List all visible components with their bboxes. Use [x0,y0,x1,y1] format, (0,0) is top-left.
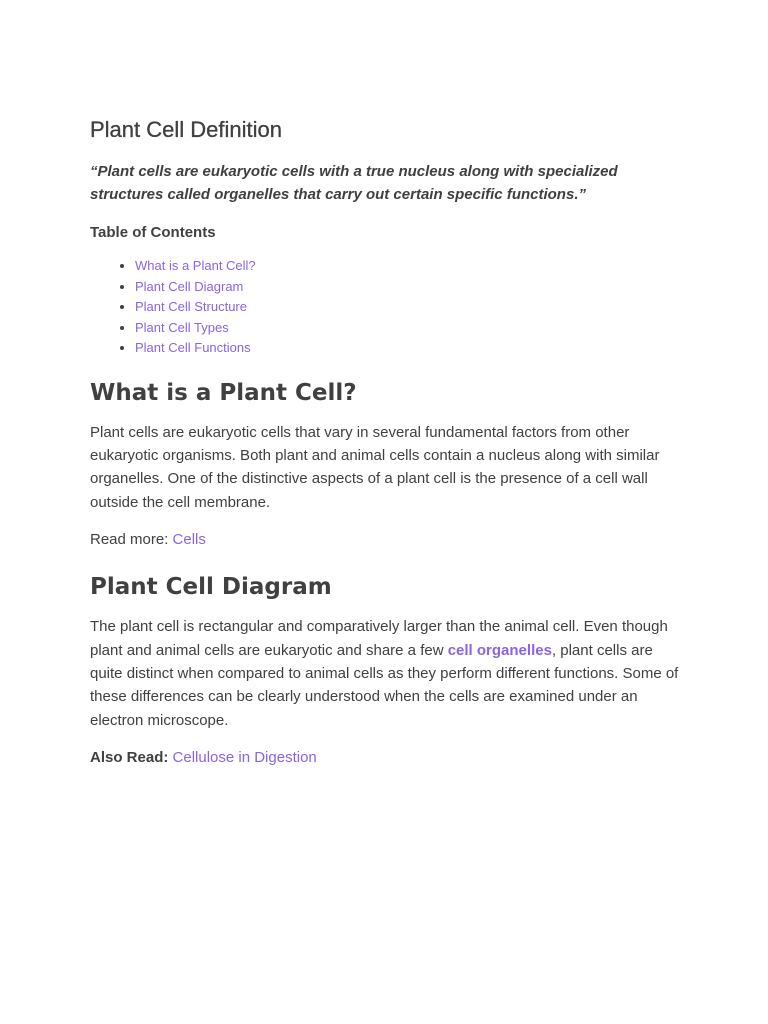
definition-quote: “Plant cells are eukaryotic cells with a true nucleus along with specialized structures called organelles that carry out certain specific functions.” [90,163,618,203]
diagram-paragraph-text-2: , plant cells are quite distinct when compared to animal cells as they perform different functions. Some of these differences can be clearly understood when the cells are examined under an electron microscope. [90,641,679,729]
cell-organelles-link[interactable]: cell organelles [447,641,552,659]
toc-link-structure[interactable]: Plant Cell Structure [135,299,247,314]
read-more-cells-link[interactable]: Cells [172,531,206,549]
article-content [90,114,680,789]
toc-heading: Table of Contents [90,224,216,241]
also-read-label: Also Read: [90,749,173,767]
also-read-line [90,746,680,769]
what-is-paragraph: Plant cells are eukaryotic cells that vary in several fundamental factors from other eukaryotic organisms. Both plant and animal cells contain a nucleus along with similar organelles. One of the distinctive aspects of a plant cell is the presence of a cell wall outside the cell membrane. [90,423,660,511]
diagram-paragraph [90,615,680,732]
diagram-paragraph-text-1: The plant cell is rectangular and comparatively larger than the animal cell. Even though plant and animal cells are eukaryotic and share a few [90,618,668,659]
toc-item [135,277,680,298]
read-more-label: Read more: [90,531,173,549]
read-more-line [90,528,680,551]
toc-item [135,318,680,339]
section-heading-diagram: Plant Cell Diagram [90,574,332,601]
definition-title: Plant Cell Definition [90,117,282,142]
toc-link-functions[interactable]: Plant Cell Functions [135,340,251,355]
toc-link-what-is[interactable]: What is a Plant Cell? [135,258,256,273]
section-heading-what-is: What is a Plant Cell? [90,379,357,406]
cellulose-digestion-link[interactable]: Cellulose in Digestion [172,749,317,767]
toc-item [135,256,680,277]
toc-item [135,297,680,318]
toc-link-types[interactable]: Plant Cell Types [135,319,229,335]
toc-item [135,338,680,359]
toc-link-diagram[interactable]: Plant Cell Diagram [135,278,244,294]
toc-list [90,256,680,359]
